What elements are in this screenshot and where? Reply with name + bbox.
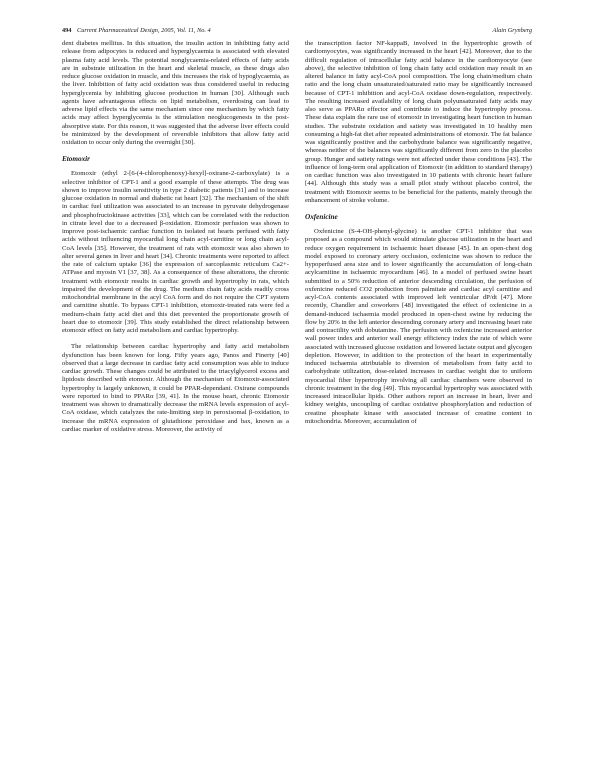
continuation-paragraph: the transcription factor NF-kappaB, involved in the hypertrophic growth of cardiomyocytes, was significantly increased in the heart [42]. Moreover, due to the difficult regulation of intracellular fatty acid balance in the cardiomyocyte (see above), the selective inhibition of long chain fatty acid oxidation may result in an altered balance in fatty acyl-CoA pool composition. The long chain/medium chain ratio and the long chain unsaturated/saturated ratio may be significantly increased because of CPT-1 inhibition and acyl-CoA oxidase down-regulation, respectively. The resulting increased availability of long chain polyunsaturated fatty acids may also serve as PPARα effector and contribute to induce the hypertrophy process. These data explain the rare use of etomoxir in investigating heart function in human studies. The substrate oxidation and satiety was investigated in 10 healthy men consuming a high-fat diet after repeated administrations of etomoxir. The fat balance was significantly positive and the carbohydrate balance was significantly negative, whereas neither of the balances was significantly different from zero in the placebo group. Hunger and satiety ratings were not affected under these conditions [43]. The influence of long-term oral application of Etomoxir (in addition to standard therapy) on cardiac function was also investigated in 10 patients with chronic heart failure [44]. Although this study was a small pilot study without placebo control, the treatment with Etomoxir seems to be beneficial for the patients, mainly through the enhancement of stroke volume. (305, 40, 532, 204)
journal-citation: Current Pharmaceutical Design, 2005, Vol. 11, No. 4 (77, 27, 211, 34)
header-left (62, 26, 215, 35)
running-header (62, 26, 532, 35)
etomoxir-paragraph: Etomoxir (ethyl 2-[6-(4-chlorophenoxy)-hexyl]-oxirane-2-carboxylate) is a selective inhibitor of CPT-1 and a good example of these attempts. The drug was shown to improve insulin sensitivity in type 2 diabetic patients [31] and to increase glucose oxidation in normal and diabetic rat heart [32]. The mechanism of the shift in cardiac fuel utilization was associated to an increase in pyruvate dehydrogenase and phosphofructokinase activities [33], which can be correlated with the reduction in citrate level due to a decreased β-oxidation. Etomoxir perfusion was shown to improve post-ischaemic cardiac function in isolated rat hearts perfused with fatty acids without influencing myocardial long chain acyl-carnitine or long chain acyl-CoA levels [35]. However, the treatment of rats with etomoxir was also shown to alter several genes in liver and heart [34]. Chronic treatments were reported to affect the rate of calcium uptake [36] the expression of sarcoplasmic reticulum Ca2+-ATPase and myosin V1 [37, 38]. As a consequence of these alterations, the chronic treatment with etomoxir results in cardiac growth and hypertrophy in rats, which impaired the development of the drug. The medium chain fatty acids readily cross mitochondrial membrane in the acyl CoA form and do not require the CPT system and carnitine shuttle. To bypass CPT-1 inhibition, etomoxir-treated rats were fed a medium-chain fatty acid diet and this diet prevented the proportionate growth of heart due to etomoxir [39]. This study established the direct relationship between etomoxir effect on fatty acid metabolism and cardiac hypertrophy. (62, 170, 289, 334)
page-number: 494 (62, 27, 72, 34)
author-name: Alain Grynberg (492, 27, 532, 34)
two-column-body (62, 40, 532, 754)
left-column (62, 40, 289, 754)
relationship-paragraph: The relationship between cardiac hypertrophy and fatty acid metabolism dysfunction has been known for long. Fifty years ago, Panos and Finerty [40] observed that a large decrease in cardiac fatty acid consumption was able to induce cardiac growth. These changes could be attributed to the triacylglycerol excess and lipidosis described with etomoxir. Although the mechanism of Etomoxir-associated hypertrophy is largely unknown, it could be PPAR-dependant. Oxirane compounds were reported to bind to PPARα [39, 41]. In the mouse heart, chronic Etomoxir treatment was shown to dramatically decrease the mRNA levels expression of acyl-CoA oxidase, which catalyzes the rate-limiting step in peroxisomal β-oxidation, to increase the mRNA expression of glutathione peroxidase and bax, known as a cardiac marker of oxidative stress. Moreover, the activity of (62, 343, 289, 433)
intro-paragraph: dent diabetes mellitus. In this situation, the insulin action in inhibiting fatty acid release from adipocytes is reduced and hyperglycaemia is associated with elevated plasma fatty acid levels. The potential nonglycaemia-related effects of fatty acids are in substrate utilization in the heart and skeletal muscle, as these drugs also reduce glucose oxidation in muscle, and this increases the risk of hypoglycaemia, as the liver. Inhibition of fatty acid oxidation was thus considered useful in reducing hyperglycemia by inhibiting glucose production in human [30]. Although such agents have advantageous effects on lipid metabolism, overdosing can lead to adverse lipid effects via the same mechanism since one mechanism by which fatty acids may affect hyperglycemia is the stimulation neoglucogenesis in the post-absorptive state. For this reason, it was suggested that the adverse liver effects could be minimized by the development of reversible inhibitors that allow fatty acid oxidation to occur only during the overnight [30]. (62, 40, 289, 146)
oxfenicine-heading: Oxfenicine (305, 213, 338, 221)
right-column (305, 40, 532, 754)
oxfenicine-paragraph: Oxfenicine (S-4-OH-phenyl-glycine) is another CPT-1 inhibitor that was proposed as a compound which would stimulate glucose utilization in the heart and reduce oxygen requirement in ischaemic heart disease [45]. In an open-chest dog model exposed to coronary artery occlusion, oxfenicine was shown to reduce the hypoperfused area size and to lower significantly the accumulation of long-chain acylcarnitine in ischaemic myocardium [46]. In a model of perfused swine heart submitted to a 50% reduction of anterior descending circulation, the perfusion of oxfenicine reduced CO2 production from palmitate and cardiac acyl carnitine and acyl-CoA contents associated with improved left ventricular dP/dt [47]. More recently, Chandler and coworkers [48] investigated the effect of oxfenicine in a demand-induced ischaemia model produced in open-chest swine by reducing the flow by 20% in the left anterior descending coronary artery and increasing heart rate and contractility with dobutamine. The perfusion with oxfenicine increased anterior wall power index and anterior wall energy efficiency index the rate of which were associated with increased glucose oxidation and lowered lactate output and glycogen depletion. However, in addition to the protection of the heart in experimentally induced ischaemia attributable to diversion of metabolism from fatty acid to carbohydrate utilization, dose-related increases in cardiac weight due to uniform myocardial fiber hypertrophy involving all cardiac chambers were observed in chronic treatment in the dog [49]. This myocardial hypertrophy was associated with increased intracellular lipids. Other authors report an increase in heart, liver and kidney weights, uncoupling of cardiac oxidative phosphorylation and reduction of creatine phosphate kinase with associated increase of creatine content in mitochondria. Moreover, accumulation of (305, 228, 532, 425)
etomoxir-heading: Etomoxir (62, 155, 90, 164)
